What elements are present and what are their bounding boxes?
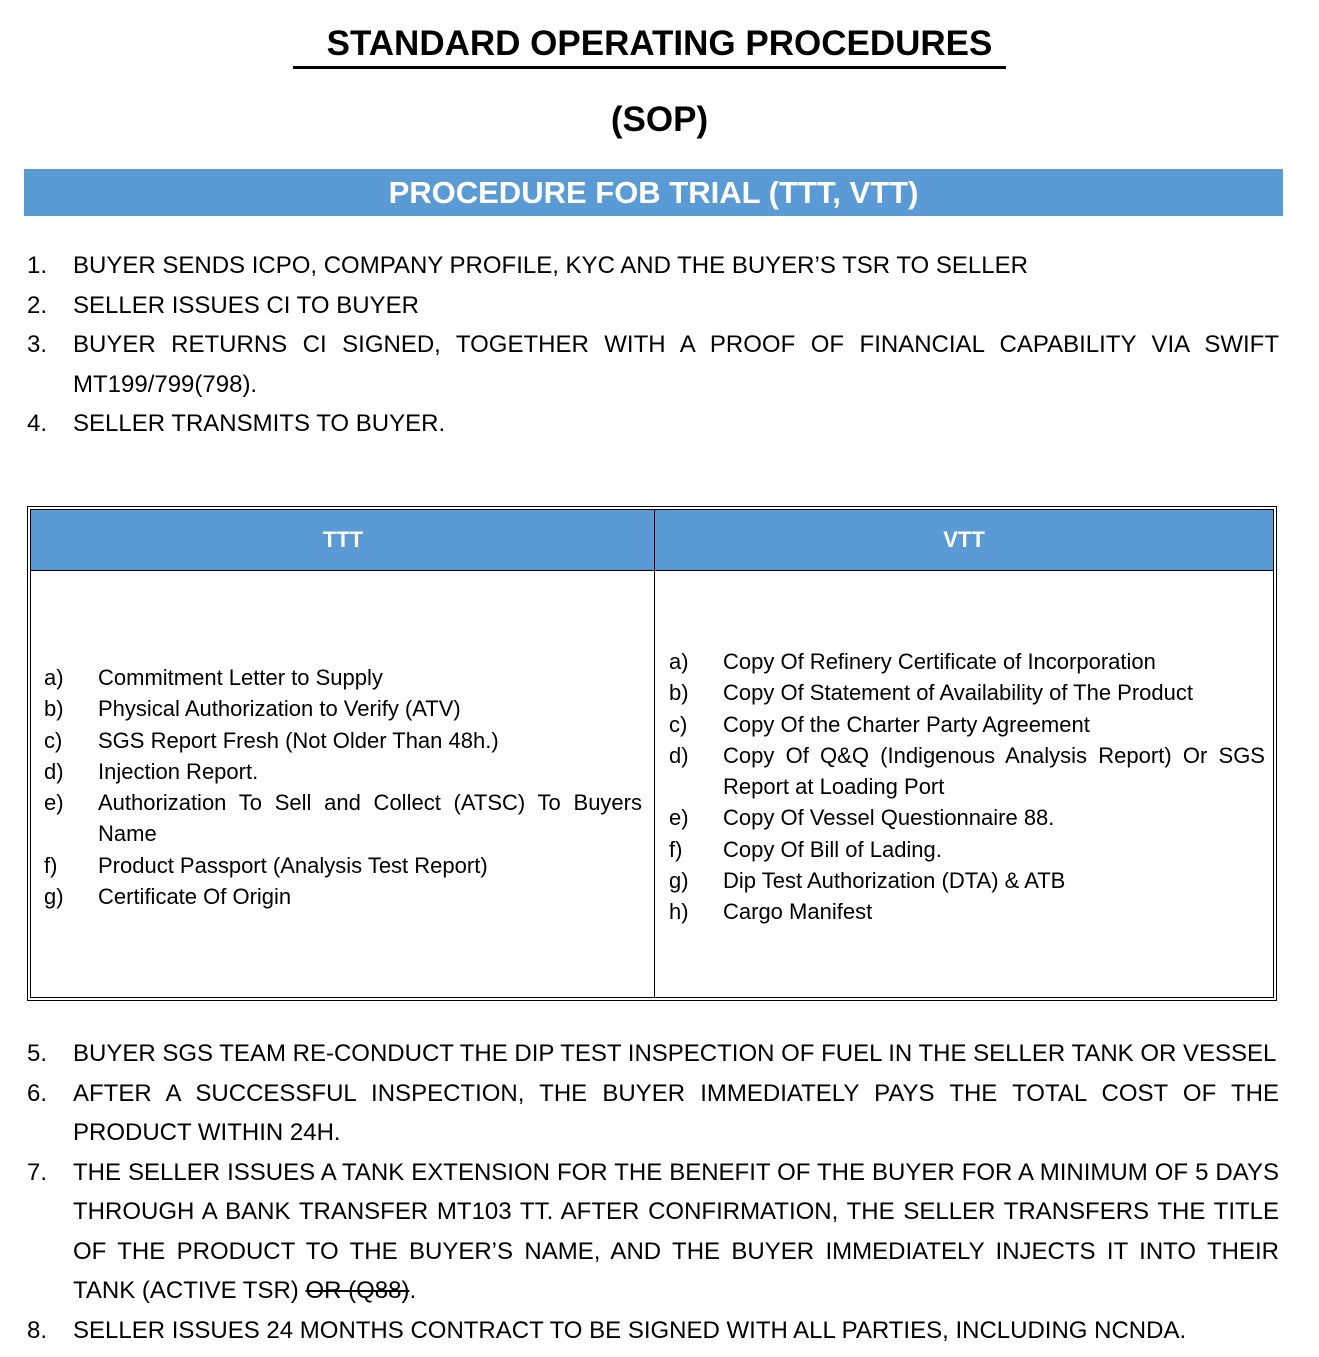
item-letter: f) (669, 836, 683, 862)
item-letter: g) (44, 884, 64, 910)
item-letter: f) (44, 852, 58, 878)
table-header-row (31, 510, 1273, 571)
step-number: 3. (27, 331, 48, 358)
list-item (44, 881, 642, 912)
step-text: BUYER SENDS ICPO, COMPANY PROFILE, KYC AND THE BUYER’S TSR TO SELLER (73, 252, 1028, 279)
title-underline (293, 66, 1006, 69)
procedure-banner: PROCEDURE FOB TRIAL (TTT, VTT) (24, 169, 1283, 216)
step-text: SELLER ISSUES 24 MONTHS CONTRACT TO BE SIGNED WITH ALL PARTIES, INCLUDING NCNDA. (73, 1316, 1187, 1344)
item-text: Product Passport (Analysis Test Report) (98, 852, 488, 878)
step-text: THE SELLER ISSUES A TANK EXTENSION FOR THE BENEFIT OF THE BUYER FOR A MINIMUM OF 5 DAYS THROUGH A BANK TRANSFER MT103 TT. AFTER CONFIRMATION, THE SELLER TRANSFERS THE TITLE OF THE PRODUCT TO THE BUYER’S NAME, AND THE BUYER IMMEDIATELY INJECTS IT INTO THEIR TANK (ACTIVE TSR) (73, 1158, 1279, 1304)
item-letter: d) (44, 758, 64, 784)
list-item (27, 246, 1279, 286)
list-item (669, 677, 1265, 708)
column-divider (654, 510, 655, 997)
table-header-ttt: TTT (322, 527, 364, 552)
item-letter: b) (44, 696, 64, 722)
item-letter: e) (44, 790, 64, 816)
step-number: 5. (27, 1040, 48, 1067)
step-number: 8. (27, 1316, 48, 1344)
item-text: Certificate Of Origin (98, 884, 292, 910)
item-letter: g) (669, 868, 689, 894)
step-number: 7. (27, 1158, 48, 1186)
vtt-requirements-list (669, 646, 1265, 928)
list-item (27, 286, 1279, 326)
step-number: 2. (27, 291, 48, 319)
item-letter: c) (44, 727, 63, 753)
item-text: Copy Of Vessel Questionnaire 88. (723, 805, 1055, 831)
step-text: BUYER SGS TEAM RE-CONDUCT THE DIP TEST INSPECTION OF FUEL IN THE SELLER TANK OR VESSEL (73, 1040, 1277, 1067)
item-text: Copy Of Refinery Certificate of Incorporation (723, 649, 1156, 674)
requirements-table (27, 506, 1277, 1001)
item-letter: b) (669, 680, 689, 706)
step-tail: . (409, 1277, 417, 1304)
list-item (27, 1034, 1279, 1074)
steps-list-before-table (27, 246, 1279, 444)
item-text: Cargo Manifest (723, 899, 873, 925)
step-text: SELLER ISSUES CI TO BUYER (73, 291, 419, 319)
item-text: Dip Test Authorization (DTA) & ATB (723, 868, 1066, 894)
item-text: Copy Of Statement of Availability of The Product (723, 680, 1193, 706)
item-letter: c) (669, 711, 688, 737)
list-item (669, 646, 1265, 677)
list-item (27, 1153, 1279, 1311)
step-text: AFTER A SUCCESSFUL INSPECTION, THE BUYER IMMEDIATELY PAYS THE TOTAL COST OF THE PRODUCT WITHIN 24H. (73, 1079, 1279, 1146)
step-number: 1. (27, 252, 48, 279)
list-item (44, 662, 642, 693)
item-text: Authorization To Sell and Collect (ATSC) To Buyers Name (98, 790, 642, 847)
item-text: Physical Authorization to Verify (ATV) (98, 696, 461, 722)
item-text: SGS Report Fresh (Not Older Than 48h.) (98, 727, 499, 753)
list-item (669, 709, 1265, 740)
step-text: SELLER TRANSMITS TO BUYER. (73, 410, 446, 437)
page-title: STANDARD OPERATING PROCEDURES (326, 24, 993, 63)
list-item (669, 802, 1265, 833)
list-item (44, 693, 642, 724)
list-item (669, 865, 1265, 896)
list-item (44, 725, 642, 756)
item-text: Commitment Letter to Supply (98, 665, 383, 690)
item-letter: e) (669, 805, 689, 831)
item-letter: a) (44, 665, 64, 690)
step-number: 6. (27, 1079, 48, 1107)
list-item (669, 740, 1265, 803)
ttt-requirements-list (44, 662, 642, 912)
item-text: Copy Of Bill of Lading. (723, 836, 942, 862)
requirements-table-inner (30, 509, 1274, 998)
item-text: Copy Of Q&Q (Indigenous Analysis Report) Or SGS Report at Loading Port (723, 742, 1265, 800)
item-text: Copy Of the Charter Party Agreement (723, 711, 1090, 737)
page-subtitle: (SOP) (610, 100, 709, 139)
list-item (44, 756, 642, 787)
steps-list-after-table (27, 1034, 1279, 1350)
list-item (27, 1074, 1279, 1153)
list-item (669, 896, 1265, 927)
list-item (27, 325, 1279, 404)
step-text: BUYER RETURNS CI SIGNED, TOGETHER WITH A PROOF OF FINANCIAL CAPABILITY VIA SWIFT MT199/799(798). (73, 331, 1279, 398)
item-letter: d) (669, 742, 689, 768)
item-letter: a) (669, 649, 689, 674)
item-text: Injection Report. (98, 758, 259, 784)
list-item (27, 404, 1279, 444)
struck-text: OR (Q88) (305, 1277, 410, 1304)
list-item (44, 787, 642, 850)
list-item (44, 850, 642, 881)
list-item (669, 834, 1265, 865)
item-letter: h) (669, 899, 689, 925)
step-number: 4. (27, 410, 48, 437)
list-item (27, 1311, 1279, 1351)
table-header-vtt: VTT (943, 527, 985, 552)
